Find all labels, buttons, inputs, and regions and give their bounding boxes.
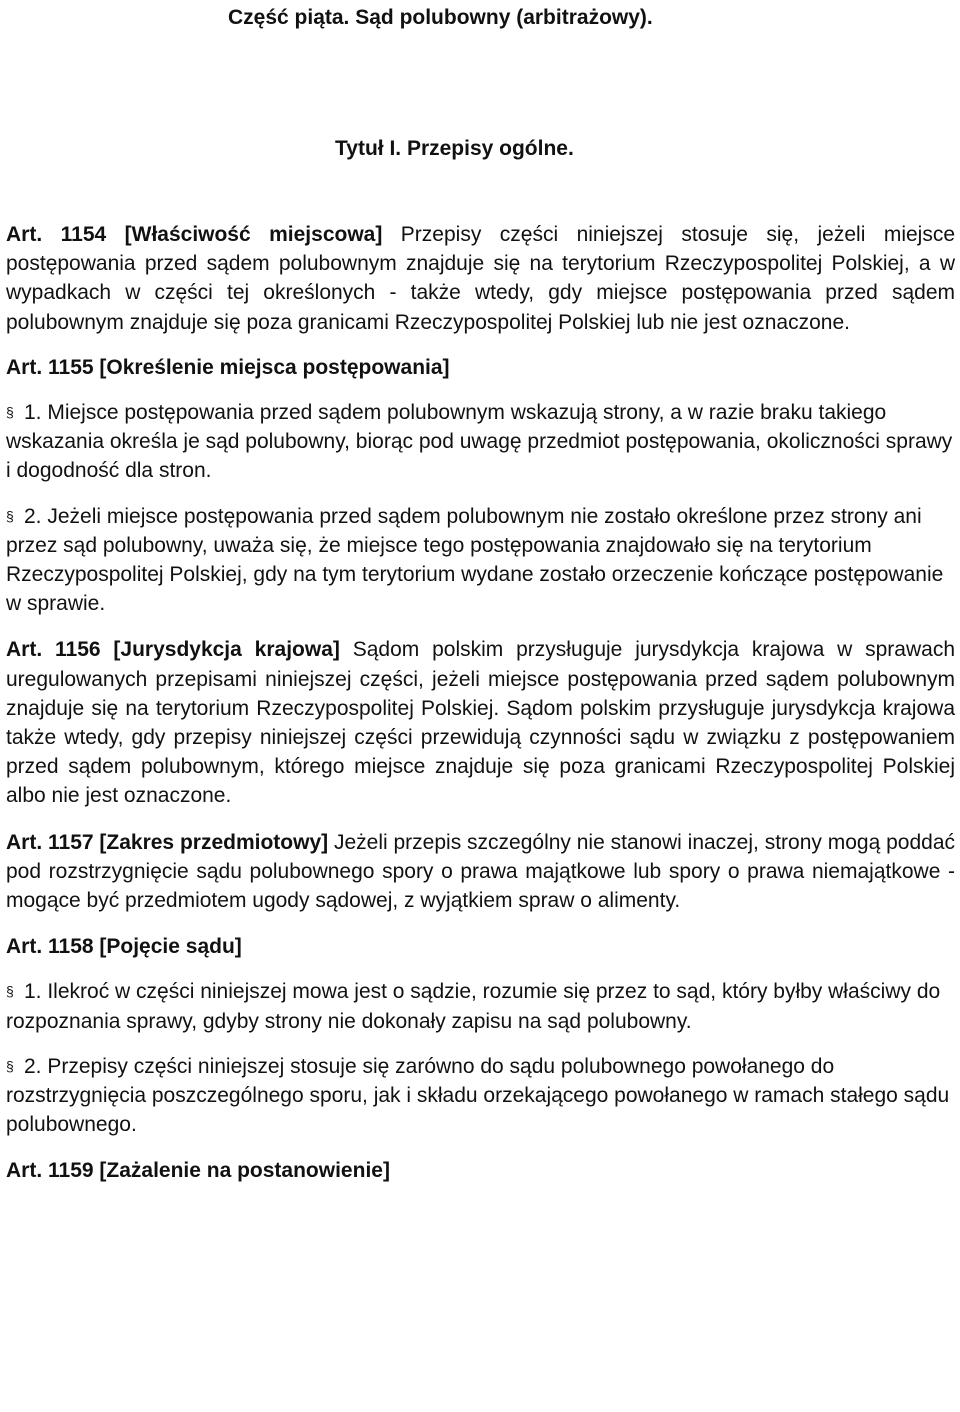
article-1156-label: Art. 1156 [Jurysdykcja krajowa] <box>6 638 340 662</box>
article-1156 <box>6 635 955 810</box>
article-1156-text: Sądom polskim przysługuje jurysdykcja krajowa w sprawach uregulowanych przepisami niniejszej części, jeżeli miejsce postępowania przed sądem polubownym znajduje się na terytorium Rzeczypospolitej Polskiej. Sądom polskim przysługuje jurysdykcja krajowa także wtedy, gdy przepisy niniejszej części przewidują czynności sądu w związku z postępowaniem przed sądem polubownym, którego miejsce znajduje się poza granicami Rzeczypospolitej Polskiej albo nie jest oznaczone. <box>6 638 955 808</box>
title-heading: Tytuł I. Przepisy ogólne. <box>335 137 574 160</box>
paragraph-mark: § <box>6 404 14 421</box>
paragraph-mark: § <box>6 1057 14 1074</box>
article-1159-label: Art. 1159 [Zażalenie na postanowienie] <box>6 1159 390 1183</box>
article-1154-label: Art. 1154 [Właściwość miejscowa] <box>6 223 383 246</box>
article-1155-p1-text: 1. Miejsce postępowania przed sądem polubownym wskazują strony, a w razie braku takiego wskazania określa je sąd polubowny, biorąc pod uwagę przedmiot postępowania, okoliczności sprawy i dogodność dla stron. <box>6 401 953 483</box>
part-title: Część piąta. Sąd polubowny (arbitrażowy). <box>228 6 653 29</box>
article-1158-paragraph-2 <box>6 1052 955 1140</box>
article-1158-label: Art. 1158 [Pojęcie sądu] <box>6 935 242 959</box>
article-1157-label: Art. 1157 [Zakres przedmiotowy] <box>6 830 329 854</box>
article-1158-p2-text: 2. Przepisy części niniejszej stosuje się zarówno do sądu polubownego powołanego do rozstrzygnięcia poszczególnego sporu, jak i składu orzekającego powołanego w ramach stałego sądu polubownego. <box>6 1054 950 1137</box>
paragraph-mark: § <box>6 983 14 1000</box>
article-1157-text: Jeżeli przepis szczególny nie stanowi inaczej, strony mogą poddać pod rozstrzygnięcie sądu polubownego spory o prawa majątkowe lub spory o prawa niemajątkowe - mogące być przedmiotem ugody sądowej, z wyjątkiem spraw o alimenty. <box>6 830 955 913</box>
article-1155-paragraph-2 <box>6 502 955 619</box>
article-1158-p1-text: 1. Ilekroć w części niniejszej mowa jest o sądzie, rozumie się przez to sąd, który byłby właściwy do rozpoznania sprawy, gdyby strony nie dokonały zapisu na sąd polubowny. <box>6 980 941 1033</box>
article-1154-text: Przepisy części niniejszej stosuje się, jeżeli miejsce postępowania przed sądem polubownym znajduje się na terytorium Rzeczypospolitej Polskiej, a w wypadkach w części tej określonych - także wtedy, gdy miejsce postępowania przed sądem polubownym znajduje się poza granicami Rzeczypospolitej Polskiej lub nie jest oznaczone. <box>6 223 956 334</box>
article-1155-paragraph-1 <box>6 398 955 486</box>
document-body <box>6 220 955 1186</box>
article-1154 <box>6 220 955 337</box>
article-1155-p2-text: 2. Jeżeli miejsce postępowania przed sądem polubownym nie zostało określone przez strony ani przez sąd polubowny, uważa się, że miejsce tego postępowania znajdowało się na terytorium Rzeczypospolitej Polskiej, gdy na tym terytorium wydane zostało orzeczenie kończące postępowanie w sprawie. <box>6 504 944 616</box>
paragraph-mark: § <box>6 507 14 524</box>
article-1157 <box>6 828 955 916</box>
article-1155-label: Art. 1155 [Określenie miejsca postępowania] <box>6 355 450 379</box>
article-1158-paragraph-1 <box>6 977 955 1035</box>
